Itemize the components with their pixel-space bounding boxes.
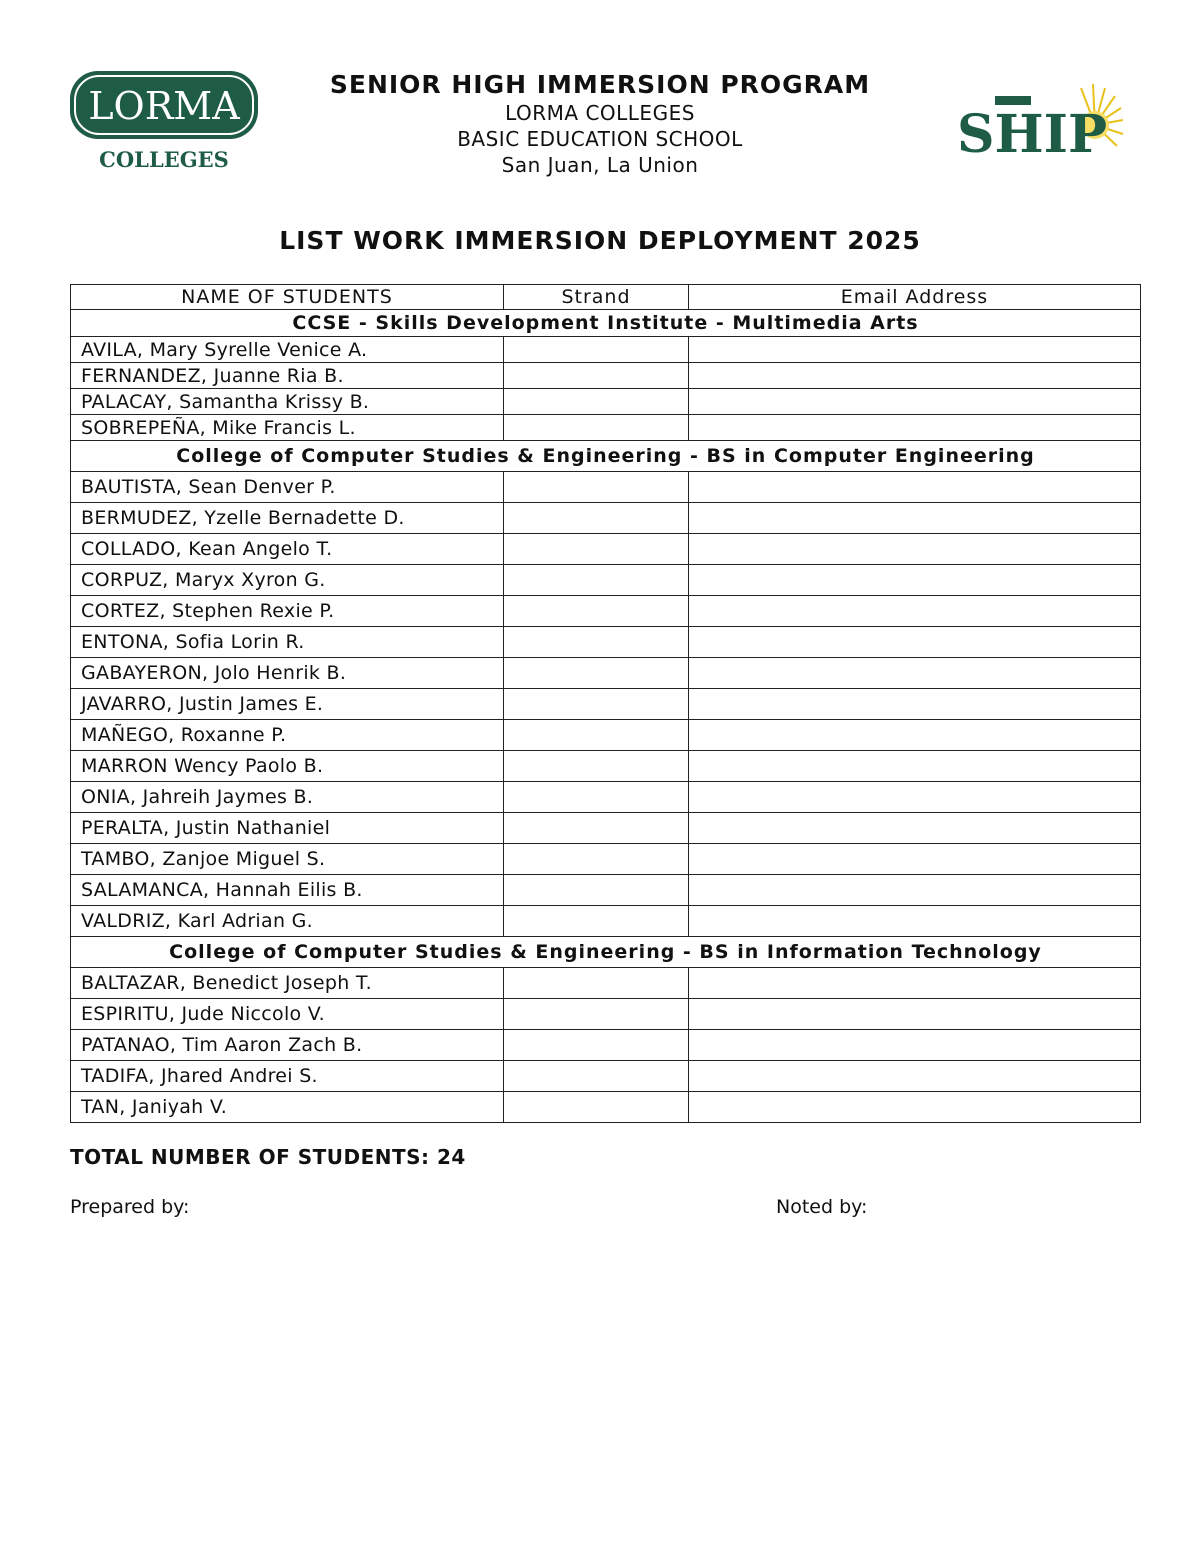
email-cell bbox=[689, 689, 1141, 720]
table-row bbox=[71, 415, 1141, 441]
strand-cell bbox=[504, 658, 689, 689]
table-row bbox=[71, 389, 1141, 415]
table-row bbox=[71, 813, 1141, 844]
email-cell bbox=[689, 844, 1141, 875]
student-name-cell: CORPUZ, Maryx Xyron G. bbox=[71, 565, 504, 596]
email-cell bbox=[689, 813, 1141, 844]
student-name-cell: AVILA, Mary Syrelle Venice A. bbox=[71, 337, 504, 363]
strand-cell bbox=[504, 596, 689, 627]
table-row bbox=[71, 1092, 1141, 1123]
email-cell bbox=[689, 782, 1141, 813]
email-cell bbox=[689, 1092, 1141, 1123]
column-header-name: NAME OF STUDENTS bbox=[71, 285, 504, 310]
table-row bbox=[71, 875, 1141, 906]
student-name-cell: CORTEZ, Stephen Rexie P. bbox=[71, 596, 504, 627]
student-name-cell: TAN, Janiyah V. bbox=[71, 1092, 504, 1123]
table-row bbox=[71, 844, 1141, 875]
email-cell bbox=[689, 503, 1141, 534]
student-name-cell: SOBREPEÑA, Mike Francis L. bbox=[71, 415, 504, 441]
strand-cell bbox=[504, 999, 689, 1030]
student-name-cell: SALAMANCA, Hannah Eilis B. bbox=[71, 875, 504, 906]
section-row bbox=[71, 310, 1141, 337]
student-name-cell: JAVARRO, Justin James E. bbox=[71, 689, 504, 720]
section-title: CCSE - Skills Development Institute - Multimedia Arts bbox=[71, 310, 1141, 337]
strand-cell bbox=[504, 1061, 689, 1092]
email-cell bbox=[689, 596, 1141, 627]
student-name-cell: BAUTISTA, Sean Denver P. bbox=[71, 472, 504, 503]
table-row bbox=[71, 337, 1141, 363]
table-row bbox=[71, 1061, 1141, 1092]
section-title: College of Computer Studies & Engineering - BS in Information Technology bbox=[71, 937, 1141, 968]
table-row bbox=[71, 627, 1141, 658]
lorma-colleges-logo bbox=[69, 70, 259, 172]
student-name-cell: ENTONA, Sofia Lorin R. bbox=[71, 627, 504, 658]
section-row bbox=[71, 937, 1141, 968]
strand-cell bbox=[504, 906, 689, 937]
column-header-strand: Strand bbox=[504, 285, 689, 310]
section-title: College of Computer Studies & Engineering - BS in Computer Engineering bbox=[71, 441, 1141, 472]
lorma-logo-subtext: COLLEGES bbox=[99, 147, 229, 172]
strand-cell bbox=[504, 627, 689, 658]
ship-logo bbox=[955, 80, 1125, 160]
table-row bbox=[71, 472, 1141, 503]
strand-cell bbox=[504, 875, 689, 906]
school-location: San Juan, La Union bbox=[501, 153, 699, 177]
email-cell bbox=[689, 875, 1141, 906]
student-name-cell: PALACAY, Samantha Krissy B. bbox=[71, 389, 504, 415]
strand-cell bbox=[504, 565, 689, 596]
email-cell bbox=[689, 751, 1141, 782]
table-row bbox=[71, 906, 1141, 937]
student-name-cell: BALTAZAR, Benedict Joseph T. bbox=[71, 968, 504, 999]
strand-cell bbox=[504, 1030, 689, 1061]
email-cell bbox=[689, 565, 1141, 596]
student-name-cell: MAÑEGO, Roxanne P. bbox=[71, 720, 504, 751]
table-row bbox=[71, 565, 1141, 596]
table-row bbox=[71, 534, 1141, 565]
email-cell bbox=[689, 968, 1141, 999]
strand-cell bbox=[504, 472, 689, 503]
deployment-table bbox=[70, 284, 1141, 1123]
email-cell bbox=[689, 337, 1141, 363]
table-row bbox=[71, 751, 1141, 782]
strand-cell bbox=[504, 337, 689, 363]
email-cell bbox=[689, 627, 1141, 658]
table-row bbox=[71, 999, 1141, 1030]
email-cell bbox=[689, 1030, 1141, 1061]
student-name-cell: FERNANDEZ, Juanne Ria B. bbox=[71, 363, 504, 389]
ship-logo-text: SHIP bbox=[957, 104, 1108, 160]
program-title: SENIOR HIGH IMMERSION PROGRAM bbox=[329, 70, 871, 99]
strand-cell bbox=[504, 968, 689, 999]
strand-cell bbox=[504, 720, 689, 751]
table-row bbox=[71, 503, 1141, 534]
strand-cell bbox=[504, 534, 689, 565]
strand-cell bbox=[504, 415, 689, 441]
strand-cell bbox=[504, 782, 689, 813]
prepared-by-label: Prepared by: bbox=[70, 1196, 190, 1218]
strand-cell bbox=[504, 689, 689, 720]
email-cell bbox=[689, 415, 1141, 441]
student-name-cell: ESPIRITU, Jude Niccolo V. bbox=[71, 999, 504, 1030]
student-name-cell: VALDRIZ, Karl Adrian G. bbox=[71, 906, 504, 937]
table-row bbox=[71, 596, 1141, 627]
email-cell bbox=[689, 472, 1141, 503]
email-cell bbox=[689, 906, 1141, 937]
student-name-cell: PATANAO, Tim Aaron Zach B. bbox=[71, 1030, 504, 1061]
student-name-cell: GABAYERON, Jolo Henrik B. bbox=[71, 658, 504, 689]
total-students: TOTAL NUMBER OF STUDENTS: 24 bbox=[70, 1145, 466, 1169]
email-cell bbox=[689, 363, 1141, 389]
student-name-cell: TADIFA, Jhared Andrei S. bbox=[71, 1061, 504, 1092]
email-cell bbox=[689, 1061, 1141, 1092]
table-row bbox=[71, 1030, 1141, 1061]
email-cell bbox=[689, 999, 1141, 1030]
student-name-cell: MARRON Wency Paolo B. bbox=[71, 751, 504, 782]
email-cell bbox=[689, 534, 1141, 565]
strand-cell bbox=[504, 389, 689, 415]
table-row bbox=[71, 782, 1141, 813]
document-title: LIST WORK IMMERSION DEPLOYMENT 2025 bbox=[279, 226, 921, 255]
strand-cell bbox=[504, 503, 689, 534]
noted-by-label: Noted by: bbox=[776, 1196, 868, 1218]
student-name-cell: PERALTA, Justin Nathaniel bbox=[71, 813, 504, 844]
student-name-cell: BERMUDEZ, Yzelle Bernadette D. bbox=[71, 503, 504, 534]
email-cell bbox=[689, 658, 1141, 689]
table-row bbox=[71, 720, 1141, 751]
student-name-cell: TAMBO, Zanjoe Miguel S. bbox=[71, 844, 504, 875]
document-header bbox=[250, 70, 950, 178]
email-cell bbox=[689, 720, 1141, 751]
strand-cell bbox=[504, 751, 689, 782]
student-name-cell: ONIA, Jahreih Jaymes B. bbox=[71, 782, 504, 813]
column-header-email: Email Address bbox=[689, 285, 1141, 310]
table-row bbox=[71, 363, 1141, 389]
table-row bbox=[71, 689, 1141, 720]
lorma-logo-text: LORMA bbox=[88, 84, 240, 128]
section-row bbox=[71, 441, 1141, 472]
strand-cell bbox=[504, 813, 689, 844]
strand-cell bbox=[504, 363, 689, 389]
table-header-row bbox=[71, 285, 1141, 310]
strand-cell bbox=[504, 844, 689, 875]
college-name: LORMA COLLEGES bbox=[505, 101, 695, 125]
student-name-cell: COLLADO, Kean Angelo T. bbox=[71, 534, 504, 565]
email-cell bbox=[689, 389, 1141, 415]
school-name: BASIC EDUCATION SCHOOL bbox=[457, 127, 743, 151]
strand-cell bbox=[504, 1092, 689, 1123]
table-row bbox=[71, 658, 1141, 689]
table-row bbox=[71, 968, 1141, 999]
